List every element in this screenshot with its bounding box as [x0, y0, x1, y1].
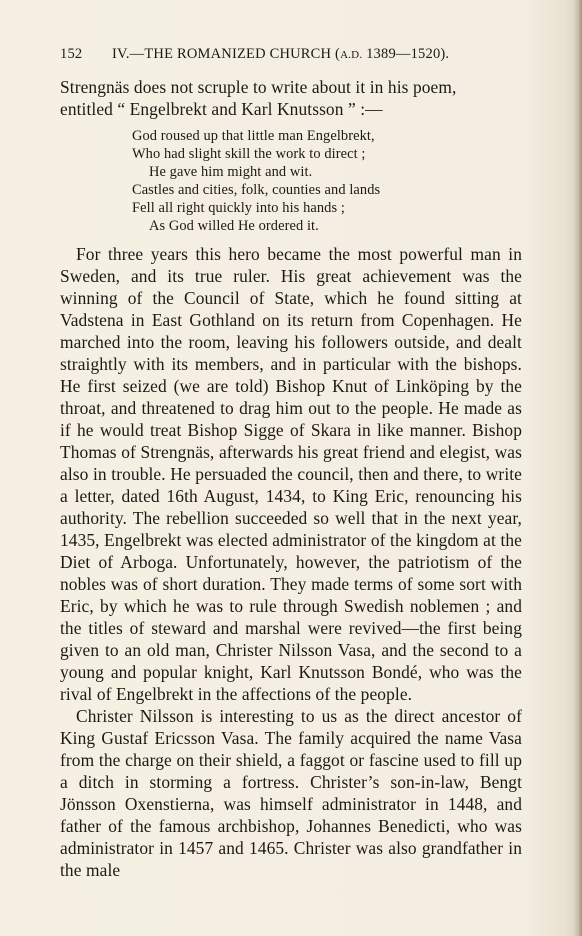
- page-number: 152: [60, 46, 83, 62]
- body-paragraph-christer-nilsson: Christer Nilsson is interesting to us as the direct ancestor of King Gustaf Ericsson Vasa. The family acquired the name Vasa from the charge on their shield, a faggot or fascine used to fill up a ditch in storming a fortress. Christer’s son-in-law, Bengt Jönsson Oxenstierna, was himself administrator in 1448, and father of the famous archbishop, Johannes Benedicti, who was administrator in 1457 and 1465. Christer was also grandfather in the male: [60, 706, 522, 880]
- running-head-years: 1389—1520).: [362, 46, 450, 62]
- running-head: [112, 46, 449, 63]
- page-edge-shadow: [574, 0, 582, 936]
- running-header: [60, 46, 530, 63]
- running-head-title: IV.—THE ROMANIZED CHURCH (: [112, 46, 341, 62]
- running-head-era: A.D.: [340, 49, 363, 61]
- intro-line-2: entitled “ Engelbrekt and Karl Knutsson ” :—: [60, 99, 383, 119]
- intro-paragraph: [60, 76, 522, 120]
- intro-line-1: Strengnäs does not scruple to write about it in his poem,: [60, 77, 457, 97]
- poem-line: He gave him might and wit.: [149, 164, 313, 180]
- body-paragraph-engelbrekt: For three years this hero became the most powerful man in Sweden, and its true ruler. His great achievement was the winning of the Council of State, which he found sitting at Vadstena in East Gothland on its return from Copenhagen. He marched into the room, leaving his followers outside, and dealt straightly with its members, and in particular with the bishops. He first seized (we are told) Bishop Knut of Linköping by the throat, and threatened to drag him out to the people. He made as if he would treat Bishop Sigge of Skara in like manner. Bishop Thomas of Strengnäs, afterwards his great friend and elegist, was also in trouble. He persuaded the council, then and there, to write a letter, dated 16th August, 1434, to King Eric, renouncing his authority. The rebellion succeeded so well that in the next year, 1435, Engelbrekt was elected administrator of the kingdom at the Diet of Arboga. Unfortunately, however, the patriotism of the nobles was of short duration. They made terms of some sort with Eric, by which he was to rule through Swedish noblemen ; and the titles of steward and marshal were revived—the first being given to an old man, Christer Nilsson Vasa, and the second to a young and popular knight, Karl Knutsson Bondé, who was the rival of Engelbrekt in the affections of the people.: [60, 244, 522, 704]
- poem-line: Fell all right quickly into his hands ;: [132, 200, 345, 216]
- poem-line: Castles and cities, folk, counties and lands: [132, 182, 381, 198]
- poem-quotation: [132, 127, 522, 235]
- poem-line: As God willed He ordered it.: [149, 218, 319, 234]
- page-body: [60, 76, 522, 881]
- poem-line: Who had slight skill the work to direct ;: [132, 146, 366, 162]
- poem-line: God roused up that little man Engelbrekt,: [132, 128, 375, 144]
